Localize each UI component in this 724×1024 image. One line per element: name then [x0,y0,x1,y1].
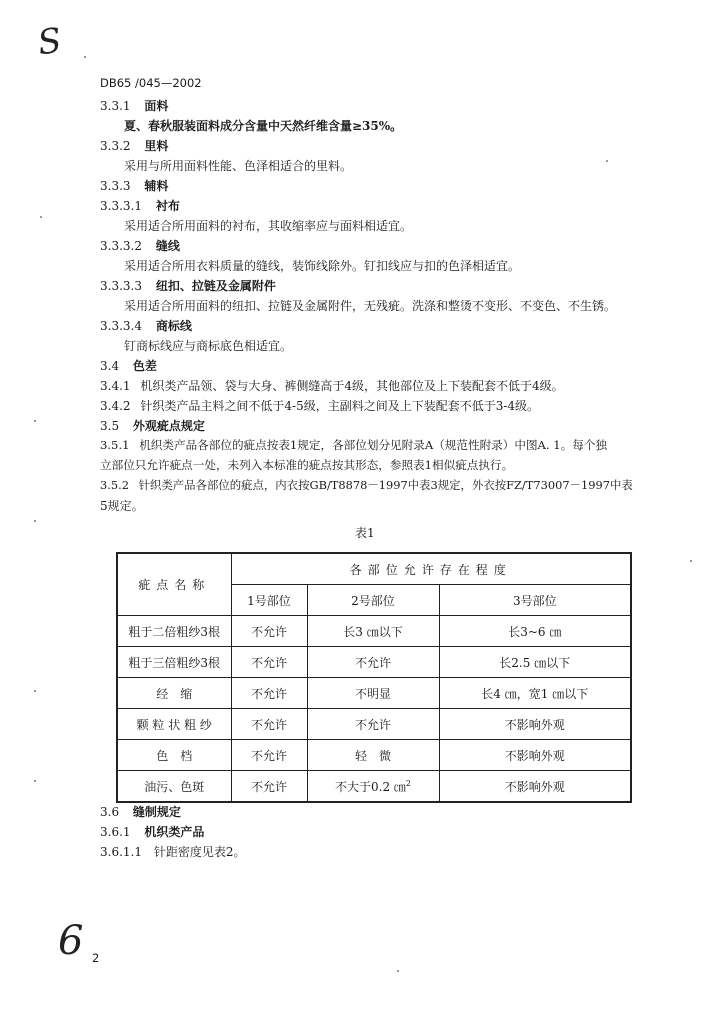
paragraph: 钉商标线应与商标底色相适宜。 [124,339,293,353]
scan-speck [34,690,36,692]
row-header-cell: 疵点名称 [117,553,231,616]
cell-part-2: 轻 微 [307,740,439,771]
defect-name: 粗于二倍粗纱3根 [117,616,231,647]
paragraph: 采用适合所用面料的纽扣、拉链及金属附件，无残疵。洗涤和整烫不变形、不变色、不生锈。 [124,299,617,313]
scan-speck [606,160,608,162]
clause-text: 机织类产品领、袋与大身、裤侧缝高于4级，其他部位及上下装配套不低于4级。 [140,379,564,393]
clause-text: 针织类产品主料之间不低于4-5级，主副料之间及上下装配套不低于3-4级。 [140,399,540,413]
cell-part-3: 长3~6 ㎝ [439,616,631,647]
scan-speck [34,520,36,522]
cell-part-3: 不影响外观 [439,709,631,740]
defect-name: 经 缩 [117,678,231,709]
clause-text: 针距密度见表2。 [153,845,246,859]
section-heading [100,277,276,294]
clause [100,437,607,453]
cell-part-2: 长3 ㎝以下 [307,616,439,647]
section-number: 3.4.2 [100,399,131,413]
section-heading [100,137,168,154]
defect-name: 颗 粒 状 粗 纱 [117,709,231,740]
section-heading [100,823,204,840]
defect-name: 色 档 [117,740,231,771]
scan-speck [40,216,42,218]
clause [100,377,564,394]
section-title: 衬布 [155,199,180,213]
table-row [117,740,631,771]
defect-name: 粗于三倍粗纱3根 [117,647,231,678]
clause [100,397,539,414]
handwritten-mark-top: S [35,20,64,64]
table-row [117,771,631,803]
document-id: DB65 /045—2002 [100,76,202,90]
clause-text: 机织类产品各部位的疵点按表1规定，各部位划分见附录A（规范性附录）中图A. 1。每个独 [139,438,608,452]
section-heading [100,357,157,374]
cell-part-2: 不明显 [307,678,439,709]
section-number: 3.4 [100,359,120,373]
cell-part-2 [307,771,439,803]
section-title: 缝制规定 [132,805,181,819]
section-number: 3.3.3.3 [100,279,142,293]
cell-part-1: 不允许 [231,771,307,803]
clause-continuation: 立部位只允许疵点一处，未列入本标准的疵点按其形态，参照表1相似疵点执行。 [100,458,514,472]
section-title: 里料 [144,139,169,153]
superscript: 2 [405,778,411,788]
paragraph: 采用适合所用衣料质量的缝线，装饰线除外。钉扣线应与扣的色泽相适宜。 [124,259,521,273]
scan-speck [690,560,692,562]
section-heading [100,177,168,194]
section-heading [100,317,192,334]
table-caption: 表1 [355,526,375,540]
section-number: 3.5 [100,419,120,433]
group-header-cell: 各部位允许存在程度 [231,553,631,585]
column-header: 2号部位 [307,585,439,616]
column-header: 1号部位 [231,585,307,616]
section-title: 辅料 [144,179,169,193]
paragraph: 采用与所用面料性能、色泽相适合的里料。 [124,159,353,173]
cell-part-3: 不影响外观 [439,771,631,803]
defect-name: 油污、色斑 [117,771,231,803]
section-number: 3.3.2 [100,139,131,153]
section-title: 缝线 [155,239,180,253]
paragraph: 夏、春秋服装面料成分含量中天然纤维含量≥35%。 [124,119,403,133]
cell-part-1: 不允许 [231,616,307,647]
cell-part-3: 不影响外观 [439,740,631,771]
scan-speck [84,56,86,58]
table-row [117,616,631,647]
clause [100,843,245,860]
clause [100,477,633,493]
section-title: 机织类产品 [144,825,205,839]
section-number: 3.6.1 [100,825,131,839]
cell-part-3: 长2.5 ㎝以下 [439,647,631,678]
cell-part-1: 不允许 [231,709,307,740]
section-heading [100,237,180,254]
section-number: 3.5.1 [100,438,130,452]
cell-part-2: 不允许 [307,709,439,740]
section-number: 3.5.2 [100,478,129,492]
table-row [117,647,631,678]
section-title: 面料 [144,99,169,113]
table-row [117,678,631,709]
section-number: 3.6.1.1 [100,845,142,859]
scan-speck [34,420,36,422]
section-heading [100,417,205,434]
cell-part-1: 不允许 [231,740,307,771]
cell-part-1: 不允许 [231,647,307,678]
clause-continuation: 5规定。 [100,499,144,513]
section-heading [100,803,181,820]
section-heading [100,97,168,114]
defect-table [116,552,630,803]
clause-text: 针织类产品各部位的疵点，内衣按GB/T8878－1997中表3规定，外衣按FZ/T73007－1997中表 [138,478,633,492]
scan-speck [397,970,399,972]
section-title: 商标线 [155,319,192,333]
table-row [117,709,631,740]
section-number: 3.3.3.2 [100,239,142,253]
section-title: 色差 [132,359,157,373]
cell-part-3: 长4 ㎝，宽1 ㎝以下 [439,678,631,709]
section-title: 外观疵点规定 [132,419,205,433]
cell-part-2: 不允许 [307,647,439,678]
scan-speck [34,780,36,782]
paragraph: 采用适合所用面料的衬布，其收缩率应与面料相适宜。 [124,219,413,233]
section-heading [100,197,180,214]
section-number: 3.3.3.4 [100,319,142,333]
section-title: 纽扣、拉链及金属附件 [155,279,276,293]
section-number: 3.3.3.1 [100,199,142,213]
column-header: 3号部位 [439,585,631,616]
section-number: 3.3.1 [100,99,131,113]
section-number: 3.6 [100,805,120,819]
section-number: 3.3.3 [100,179,131,193]
page-number: 2 [92,951,100,965]
cell-part-1: 不允许 [231,678,307,709]
cell-text: 不大于0.2 ㎝ [335,779,406,794]
handwritten-mark-bottom: 6 [58,918,84,964]
section-number: 3.4.1 [100,379,131,393]
